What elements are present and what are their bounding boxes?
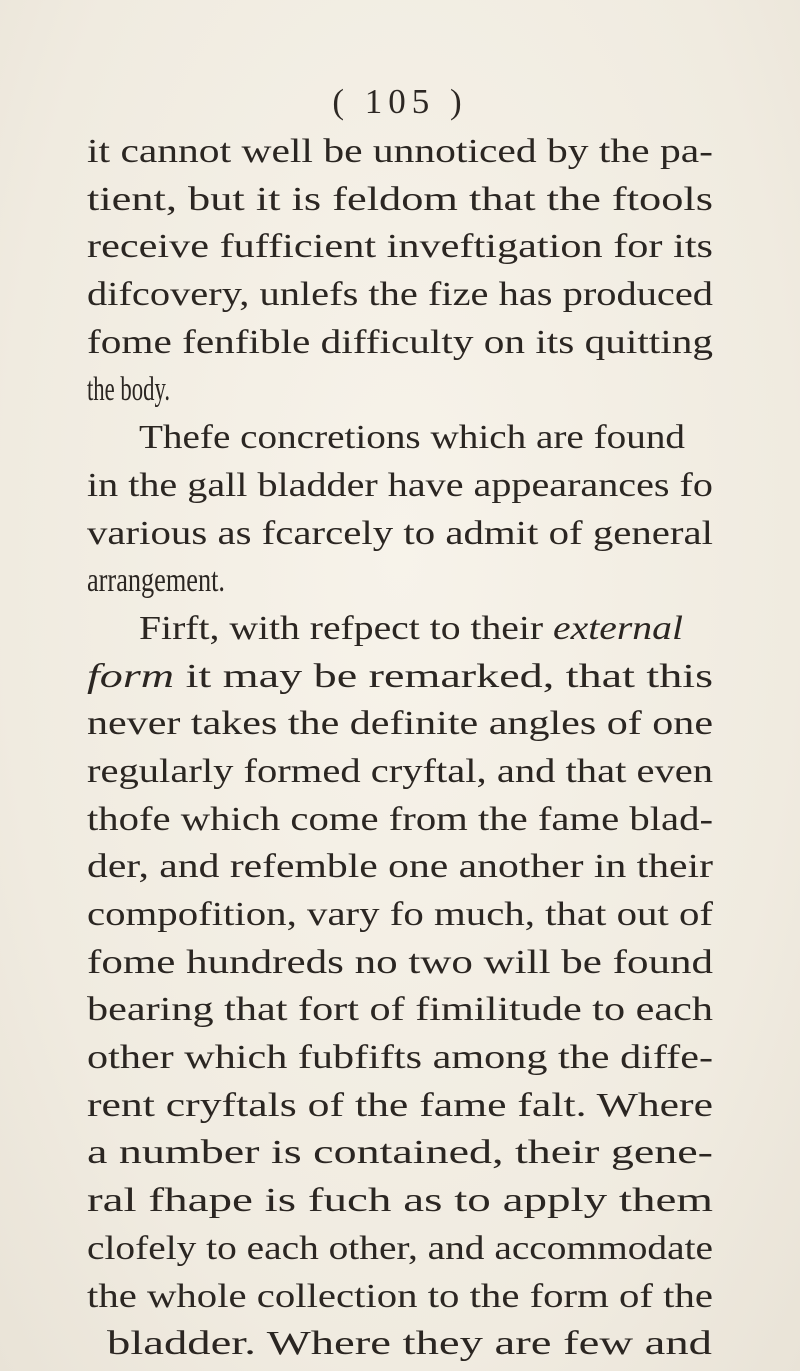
text-line-content [107, 1320, 712, 1368]
text-line [0, 366, 800, 414]
body-text [0, 128, 800, 1368]
text-line-content [87, 319, 713, 367]
text-segment: thofe which come from the fame blad- [87, 800, 713, 838]
text-segment: it may be remarked, that this [174, 657, 714, 695]
text-line [0, 319, 800, 367]
page-number: ( 105 ) [332, 82, 468, 121]
text-line-content [87, 462, 713, 510]
italic-text: form [87, 657, 175, 695]
text-line-content [87, 1034, 713, 1082]
text-line-content [87, 748, 713, 796]
text-line-content [87, 986, 713, 1034]
text-line-content [87, 891, 713, 939]
text-line-content [87, 843, 713, 891]
text-segment: rent cryftals of the fame falt. Where [87, 1086, 713, 1124]
text-line [0, 414, 800, 462]
text-line [0, 462, 800, 510]
text-line-content [87, 939, 713, 987]
text-line [0, 1034, 800, 1082]
text-segment: der, and refemble one another in their [87, 848, 713, 886]
text-line [0, 653, 800, 701]
text-line [0, 939, 800, 987]
text-line-content [139, 414, 685, 462]
text-segment: fome hundreds no two will be found [87, 943, 713, 981]
text-line [0, 176, 800, 224]
text-line-content [87, 510, 713, 558]
text-line-content [87, 366, 170, 414]
text-line [0, 748, 800, 796]
text-line-content [139, 605, 683, 653]
text-line-content [87, 1177, 713, 1225]
text-segment: bladder. Where they are few and [107, 1325, 713, 1363]
text-line [0, 1082, 800, 1130]
text-segment: ral fhape is fuch as to apply them [87, 1182, 714, 1220]
text-segment: Thefe concretions which are found [139, 419, 686, 457]
text-line-content [87, 557, 225, 605]
text-line [0, 1129, 800, 1177]
text-segment: receive fufficient inveftigation for its [87, 228, 714, 266]
text-line-content [87, 796, 713, 844]
italic-text: external [553, 609, 683, 647]
text-segment: the whole collection to the form of the [87, 1277, 713, 1315]
text-segment: fome fenfible difficulty on its quitting [87, 323, 714, 361]
text-line [0, 796, 800, 844]
text-line [0, 557, 800, 605]
text-line-content [87, 1129, 713, 1177]
text-segment: clofely to each other, and accommodate [87, 1229, 714, 1267]
text-line-content [87, 1082, 713, 1130]
text-segment: other which fubfifts among the diffe- [87, 1039, 714, 1077]
text-line-content [87, 1273, 713, 1321]
text-line [0, 891, 800, 939]
text-line [0, 223, 800, 271]
text-segment: various as fcarcely to admit of general [87, 514, 714, 552]
text-line [0, 1177, 800, 1225]
text-line-content [87, 700, 713, 748]
text-line [0, 1225, 800, 1273]
text-segment: bearing that fort of fimilitude to each [87, 991, 714, 1029]
text-line-content [87, 223, 713, 271]
text-segment: never takes the definite angles of one [87, 705, 713, 743]
text-line [0, 510, 800, 558]
text-segment: a number is contained, their gene- [87, 1134, 714, 1172]
text-line-content [87, 271, 713, 319]
text-segment: Firft, with refpect to their [139, 609, 554, 647]
text-line [0, 986, 800, 1034]
text-segment: tient, but it is feldom that the ftools [87, 180, 713, 218]
text-segment: in the gall bladder have appearances fo [87, 466, 713, 504]
text-line [0, 843, 800, 891]
text-segment: arrangement. [87, 562, 225, 600]
text-line-content [87, 1225, 713, 1273]
text-line [0, 1273, 800, 1321]
text-segment: difcovery, unlefs the fize has produced [87, 276, 714, 314]
text-line [0, 271, 800, 319]
text-segment: compofition, vary fo much, that out of [87, 896, 714, 933]
text-line [0, 605, 800, 653]
text-segment: regularly formed cryftal, and that even [87, 752, 714, 790]
text-segment: it cannot well be unnoticed by the pa- [87, 133, 713, 170]
text-line [0, 128, 800, 176]
text-line-content [87, 176, 713, 224]
text-line-content [87, 128, 713, 176]
text-line [0, 700, 800, 748]
text-line-content [87, 653, 713, 701]
text-line [0, 1320, 800, 1368]
text-segment: the body. [87, 371, 170, 409]
